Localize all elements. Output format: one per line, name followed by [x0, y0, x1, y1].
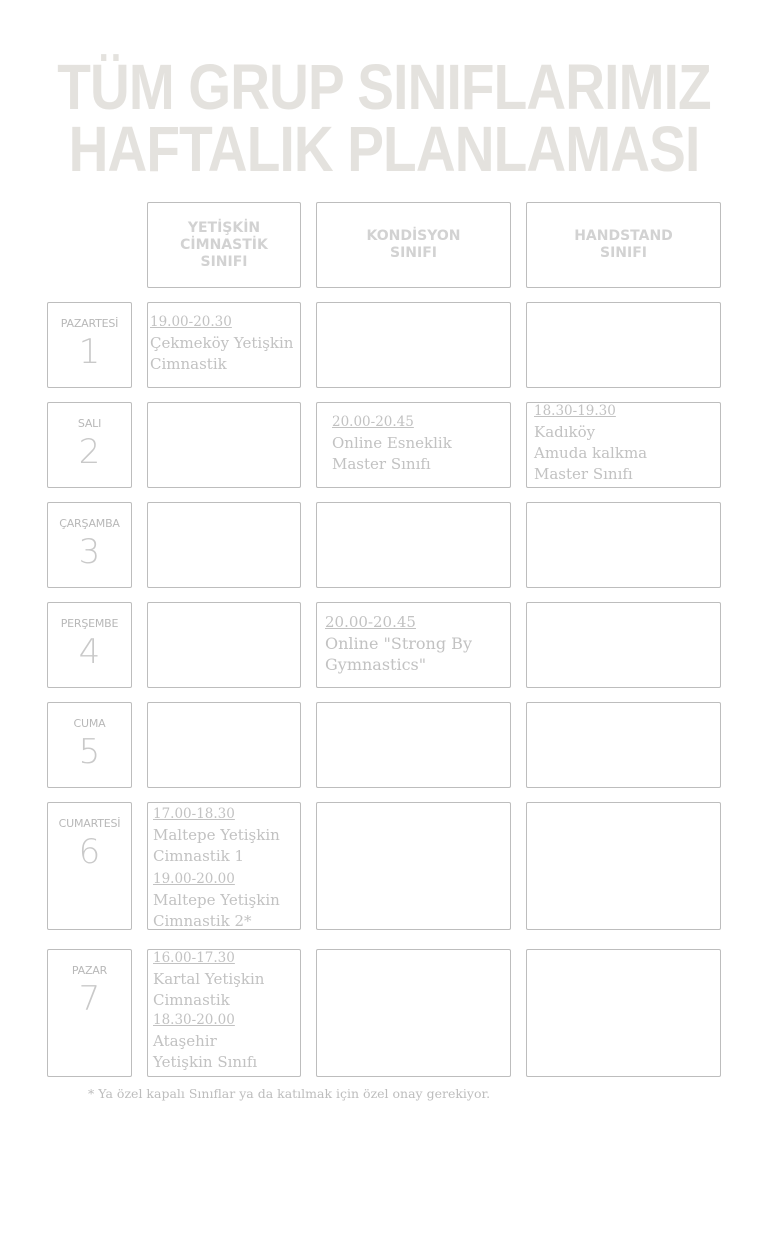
class-entry [153, 1010, 257, 1073]
schedule-cell-friday-conditioning [316, 702, 511, 788]
class-name-line: Maltepe Yetişkin [153, 826, 280, 844]
schedule-cell-saturday-conditioning [316, 802, 511, 930]
day-name: CUMA [73, 717, 106, 730]
page-title-line-2: HAFTALIK PLANLAMASI [68, 113, 700, 185]
day-name: SALI [77, 417, 102, 430]
class-entry [153, 869, 280, 932]
column-header-conditioning [316, 202, 511, 288]
column-header-adult-gymnastics [147, 202, 301, 288]
day-cell-monday [47, 302, 132, 388]
column-header-line: HANDSTAND [574, 228, 673, 244]
column-header-line: SINIFI [200, 253, 248, 270]
schedule-cell-friday-handstand [526, 702, 721, 788]
day-number: 5 [78, 732, 101, 772]
day-number: 2 [78, 432, 101, 472]
class-time: 19.00-20.00 [153, 871, 235, 887]
day-name: PAZAR [71, 964, 108, 977]
schedule-cell-sunday-handstand [526, 949, 721, 1077]
class-time: 20.00-20.45 [332, 414, 414, 430]
class-time: 18.30-19.30 [534, 403, 616, 419]
schedule-cell-thursday-adult-gymnastics [147, 602, 301, 688]
column-header-line: YETİŞKİN [187, 219, 261, 236]
day-name: PAZARTESİ [60, 317, 119, 330]
schedule-cell-monday-conditioning [316, 302, 511, 388]
day-cell-friday [47, 702, 132, 788]
class-name-line: Gymnastics" [325, 655, 427, 674]
class-time: 17.00-18.30 [153, 806, 235, 822]
class-name-line: Maltepe Yetişkin [153, 891, 280, 909]
footnote: * Ya özel kapalı Sınıflar ya da katılmak için özel onay gerekiyor. [88, 1086, 491, 1101]
schedule-cell-wednesday-adult-gymnastics [147, 502, 301, 588]
class-entry [332, 412, 452, 475]
class-name-line: Cimnastik [153, 991, 230, 1009]
schedule-cell-saturday-handstand [526, 802, 721, 930]
class-name-line: Online "Strong By [325, 634, 472, 653]
column-header-handstand [526, 202, 721, 288]
day-name: PERŞEMBE [60, 617, 119, 630]
day-cell-sunday [47, 949, 132, 1077]
class-name-line: Cimnastik 2* [153, 912, 252, 930]
class-entry [153, 804, 280, 867]
day-name: CUMARTESİ [58, 817, 121, 830]
class-name-line: Master Sınıfı [332, 455, 431, 473]
column-header-line: SINIFI [389, 245, 437, 261]
class-name-line: Online Esneklik [332, 434, 452, 452]
day-cell-saturday [47, 802, 132, 930]
day-number: 3 [78, 532, 101, 572]
class-entry [153, 948, 264, 1011]
class-entry [325, 612, 472, 675]
class-time: 16.00-17.30 [153, 950, 235, 966]
class-name-line: Cimnastik 1 [153, 847, 245, 865]
schedule-cell-wednesday-handstand [526, 502, 721, 588]
class-name-line: Master Sınıfı [534, 465, 633, 483]
day-number: 1 [78, 332, 101, 372]
page-title-line-1: TÜM GRUP SINIFLARIMIZ [57, 51, 711, 123]
day-number: 7 [78, 979, 101, 1019]
class-name-line: Amuda kalkma [534, 444, 648, 462]
schedule-cell-wednesday-conditioning [316, 502, 511, 588]
schedule-cell-tuesday-adult-gymnastics [147, 402, 301, 488]
class-name-line: Ataşehir [153, 1032, 217, 1050]
class-time: 19.00-20.30 [150, 314, 232, 330]
day-cell-tuesday [47, 402, 132, 488]
class-entry [534, 401, 647, 485]
column-header-line: KONDİSYON [366, 228, 461, 244]
day-number: 6 [78, 832, 101, 872]
class-entry [150, 312, 293, 375]
day-cell-wednesday [47, 502, 132, 588]
schedule-cell-thursday-handstand [526, 602, 721, 688]
schedule-cell-sunday-conditioning [316, 949, 511, 1077]
class-name-line: Çekmeköy Yetişkin [150, 334, 294, 352]
class-name-line: Cimnastik [150, 355, 227, 373]
class-name-line: Kartal Yetişkin [153, 970, 265, 988]
class-time: 20.00-20.45 [325, 613, 416, 631]
day-number: 4 [78, 632, 101, 672]
day-cell-thursday [47, 602, 132, 688]
column-header-line: CİMNASTİK [180, 236, 268, 253]
schedule-cell-friday-adult-gymnastics [147, 702, 301, 788]
schedule-cell-monday-handstand [526, 302, 721, 388]
class-name-line: Yetişkin Sınıfı [153, 1053, 258, 1071]
class-name-line: Kadıköy [534, 423, 596, 441]
day-name: ÇARŞAMBA [59, 517, 120, 530]
column-header-line: SINIFI [599, 245, 647, 261]
class-time: 18.30-20.00 [153, 1012, 235, 1028]
